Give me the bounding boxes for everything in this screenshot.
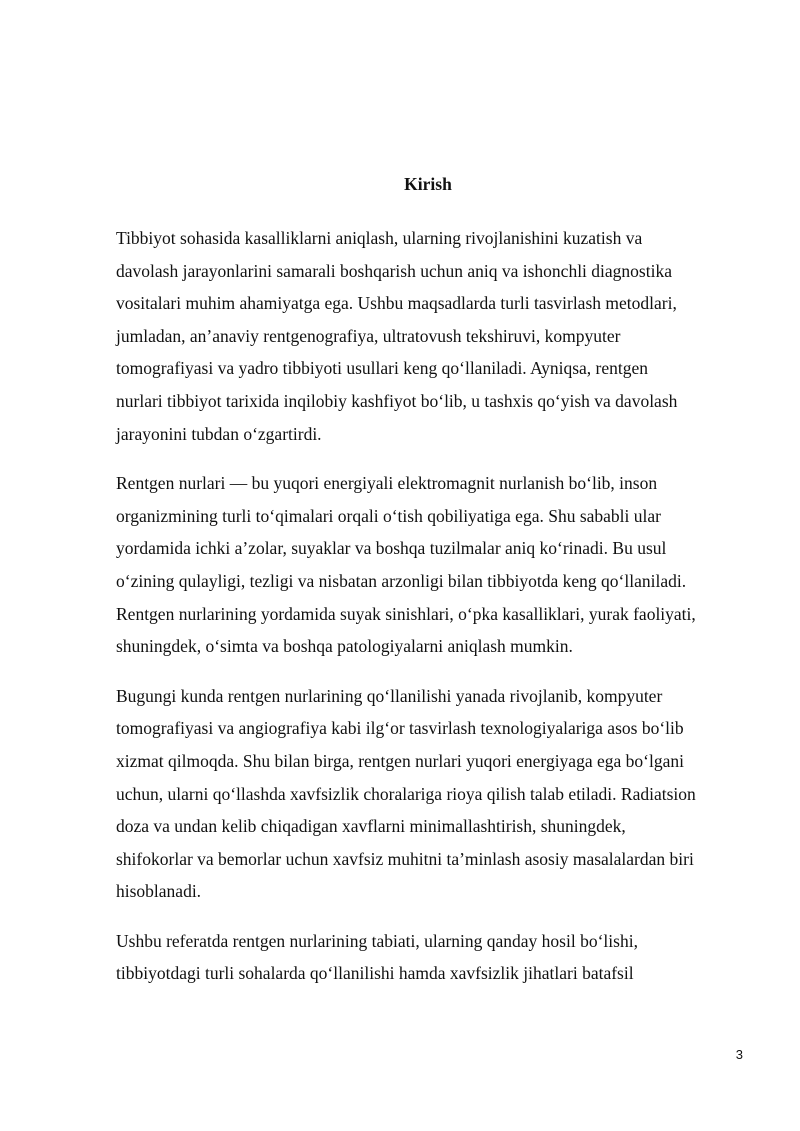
paragraph-3: Bugungi kunda rentgen nurlarining qo‘llanilishi yanada rivojlanib, kompyuter tomografiyasi va angiografiya kabi ilg‘or tasvirlash texnologiyalariga asos bo‘lib xizmat qilmoqda. Shu bilan birga, rentgen nurlari yuqori energiyaga ega bo‘lgani uchun, ularni qo‘llashda xavfsizlik choralariga rioya qilish talab etiladi. Radiatsion doza va undan kelib chiqadigan xavflarni minimallashtirish, shuningdek, shifokorlar va bemorlar uchun xavfsiz muhitni ta’minlash asosiy masalalardan biri hisoblanadi. (116, 685, 696, 902)
paragraph-4: Ushbu referatda rentgen nurlarining tabiati, ularning qanday hosil bo‘lishi, tibbiyotdagi turli sohalarda qo‘llanilishi hamda xavfsizlik jihatlari batafsil (116, 930, 638, 984)
section-heading: Kirish (404, 174, 452, 194)
body-text (116, 222, 756, 1007)
paragraph-2: Rentgen nurlari — bu yuqori energiyali elektromagnit nurlanish bo‘lib, inson organizmining turli to‘qimalari orqali o‘tish qobiliyatiga ega. Shu sababli ular yordamida ichki a’zolar, suyaklar va boshqa tuzilmalar aniq ko‘rinadi. Bu usul o‘zining qulayligi, tezligi va nisbatan arzonligi bilan tibbiyotda keng qo‘llaniladi. Rentgen nurlarining yordamida suyak sinishlari, o‘pka kasalliklari, yurak faoliyati, shuningdek, o‘simta va boshqa patologiyalarni aniqlash mumkin. (116, 473, 696, 657)
page-number: 3 (735, 1047, 743, 1062)
paragraph-1: Tibbiyot sohasida kasalliklarni aniqlash, ularning rivojlanishini kuzatish va davolash jarayonlarini samarali boshqarish uchun aniq va ishonchli diagnostika vositalari muhim ahamiyatga ega. Ushbu maqsadlarda turli tasvirlash metodlari, jumladan, an’anaviy rentgenografiya, ultratovush tekshiruvi, kompyuter tomografiyasi va yadro tibbiyoti usullari keng qo‘llaniladi. Ayniqsa, rentgen nurlari tibbiyot tarixida inqilobiy kashfiyot bo‘lib, u tashxis qo‘yish va davolash jarayonini tubdan o‘zgartirdi. (116, 228, 678, 444)
